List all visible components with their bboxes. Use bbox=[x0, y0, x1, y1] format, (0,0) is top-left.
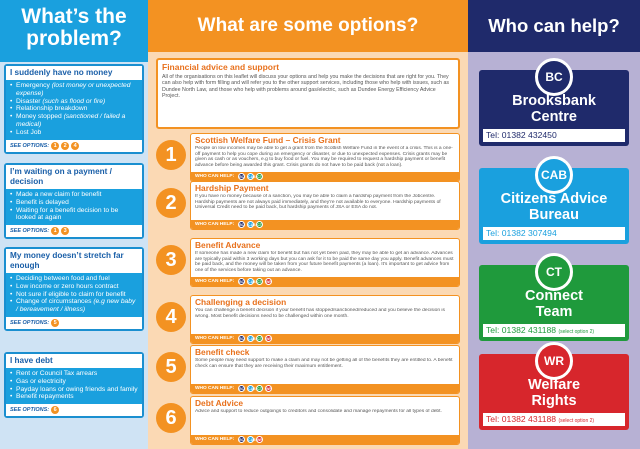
helper-chip-bc[interactable]: BC bbox=[239, 280, 245, 284]
who-can-help-bar bbox=[191, 435, 459, 444]
org-phone[interactable] bbox=[483, 413, 625, 426]
helper-chip-wr[interactable]: WR bbox=[266, 387, 272, 391]
problem-item-note: (such as flood or fire) bbox=[42, 97, 106, 105]
problem-item: • Low income or zero hours contract bbox=[9, 283, 139, 291]
org-name-line: Team bbox=[535, 303, 573, 320]
intro-title: Financial advice and support bbox=[162, 62, 280, 72]
see-options-label: SEE OPTIONS: bbox=[10, 228, 50, 235]
problem-heading-line-1: What’s the bbox=[21, 5, 127, 28]
helper-chip-ct[interactable]: CT bbox=[257, 223, 262, 227]
option-body: Some people may need support to make a claim and may not be getting all of the benefits they are entitled to. A benefit check can ensure that they are receiving their maximum entitlement. bbox=[195, 358, 453, 369]
problem-title: I suddenly have no money bbox=[6, 66, 142, 80]
helper-chip-bc[interactable]: BC bbox=[239, 337, 245, 341]
problem-item: • Deciding between food and fuel bbox=[9, 275, 139, 283]
org-phone-note: (select option 2) bbox=[558, 418, 595, 424]
see-options bbox=[6, 317, 142, 329]
intro-body: All of the organisations on this leaflet will discuss your options and help you make the decisions that are right for you. They can also help with form filling and will refer you to the other support services, including those who help with issues, such as Dundee North Law, and those who help with problems around gas/electric, such as Dundee Energy Efficiency Advice Project. bbox=[162, 74, 450, 99]
option-number-badge[interactable]: 2 bbox=[61, 142, 69, 150]
problem-item: • Money stopped (sanctioned / failed a medical) bbox=[9, 113, 139, 129]
problem-item: • Waiting for a benefit decision to be looked at again bbox=[9, 207, 139, 223]
problem-item: • Gas or electricity bbox=[9, 378, 139, 386]
option-card bbox=[190, 133, 460, 182]
intro-box bbox=[156, 58, 460, 129]
option-card bbox=[190, 396, 460, 445]
org-name bbox=[479, 378, 629, 409]
option-title: Benefit Advance bbox=[195, 240, 261, 250]
option-body: Advice and support to reduce outgoings to creditors and consolidate and manage repayments for all types of debt. bbox=[195, 409, 442, 414]
option-number-badge[interactable]: 1 bbox=[51, 227, 59, 235]
who-can-help-label: WHO CAN HELP: bbox=[195, 386, 235, 391]
option-row bbox=[156, 345, 460, 394]
org-box-cab bbox=[479, 168, 629, 244]
option-number: 1 bbox=[156, 140, 186, 170]
problem-item: • Change of circumstances (e.g new baby / bereavement / illness) bbox=[9, 298, 139, 314]
helper-chip-wr[interactable]: WR bbox=[266, 337, 272, 341]
org-name-line: Centre bbox=[531, 108, 577, 125]
option-number: 2 bbox=[156, 188, 186, 218]
org-phone[interactable] bbox=[483, 227, 625, 240]
who-can-help-bar bbox=[191, 172, 459, 181]
helper-chip-cab[interactable]: CAB bbox=[248, 223, 256, 227]
who-can-help-label: WHO CAN HELP: bbox=[195, 222, 235, 227]
who-can-help-bar bbox=[191, 220, 459, 229]
helper-chip-ct[interactable]: CT bbox=[257, 175, 262, 179]
org-box-wr bbox=[479, 354, 629, 430]
option-row bbox=[156, 396, 460, 445]
see-options-label: SEE OPTIONS: bbox=[10, 142, 50, 149]
option-row bbox=[156, 181, 460, 230]
helper-chip-ct[interactable]: CT bbox=[257, 337, 262, 341]
org-name bbox=[479, 289, 629, 320]
helper-chip-bc[interactable]: BC bbox=[239, 223, 245, 227]
org-phone[interactable] bbox=[483, 324, 625, 337]
org-phone-number: Tel: 01382 431188 bbox=[486, 325, 557, 335]
problem-item: • Benefit repayments bbox=[9, 393, 139, 401]
helper-chip-bc[interactable]: BC bbox=[239, 175, 245, 179]
option-number-badge[interactable]: 1 bbox=[51, 142, 59, 150]
option-number-badge[interactable]: 5 bbox=[51, 319, 59, 327]
option-body: If someone has made a new claim for benefit but has not yet been paid, they may be able to get an advance. Advances are typically paid within 3 working days but you can ask for it to be paid the same day you apply. Benefit advances must be paid back, and the money will be taken from your future benefit payments (a loan). It’s important to get advice from one of the services before taking out an advance. bbox=[195, 251, 454, 274]
org-badge-code: CT bbox=[538, 256, 570, 288]
problem-item: • Relationship breakdown bbox=[9, 105, 139, 113]
org-badge bbox=[535, 253, 573, 291]
who-can-help-bar bbox=[191, 334, 459, 343]
problem-box bbox=[4, 163, 144, 239]
option-title: Challenging a decision bbox=[195, 297, 287, 307]
helpers-column bbox=[468, 0, 640, 449]
option-card bbox=[190, 181, 460, 230]
org-badge bbox=[535, 342, 573, 380]
org-name-line: Bureau bbox=[529, 206, 579, 223]
option-number-badge[interactable]: 6 bbox=[51, 406, 59, 414]
problem-heading-line-2: problem? bbox=[26, 27, 122, 50]
see-options bbox=[6, 404, 142, 416]
option-number: 3 bbox=[156, 245, 186, 275]
helper-chip-ct[interactable]: CT bbox=[257, 280, 262, 284]
helper-chip-cab[interactable]: CAB bbox=[248, 337, 256, 341]
problem-item-note: (lost money or unexpected expense) bbox=[16, 82, 131, 97]
see-options-label: SEE OPTIONS: bbox=[10, 319, 50, 326]
who-can-help-label: WHO CAN HELP: bbox=[195, 437, 235, 442]
option-body: People on low incomes may be able to get a grant from the Scottish Welfare Fund in the event of a crisis. This is a one-off payment to help you cope during an emergency or disaster, or due to unexpected expenses. Crisis grants may be given as cash or as vouchers, e.g to buy food or fuel. You may be required to request a hardship payment or benefit advance before being awarded this grant. Crisis grants do not have to be paid back (not a loan). bbox=[195, 146, 453, 169]
see-options bbox=[6, 140, 142, 152]
org-phone-number: Tel: 01382 432450 bbox=[486, 130, 557, 140]
option-title: Debt Advice bbox=[195, 398, 244, 408]
org-badge-code: WR bbox=[538, 345, 570, 377]
problem-column bbox=[0, 0, 148, 449]
problem-item: • Payday loans or owing friends and family bbox=[9, 386, 139, 394]
helper-chip-cab[interactable]: CAB bbox=[248, 387, 256, 391]
option-number: 4 bbox=[156, 302, 186, 332]
org-badge-code: CAB bbox=[538, 159, 570, 191]
org-name-line: Connect bbox=[525, 288, 583, 304]
option-number: 5 bbox=[156, 352, 186, 382]
problem-item-note: (sanctioned / failed a medical) bbox=[16, 113, 126, 128]
see-options bbox=[6, 225, 142, 237]
problem-item: • Benefit is delayed bbox=[9, 199, 139, 207]
helper-chip-wr[interactable]: WR bbox=[257, 438, 263, 442]
problem-box bbox=[4, 64, 144, 154]
option-row bbox=[156, 295, 460, 344]
option-card bbox=[190, 238, 460, 287]
problem-list bbox=[6, 368, 142, 404]
who-can-help-label: WHO CAN HELP: bbox=[195, 174, 235, 179]
problem-title: I’m waiting on a payment / decision bbox=[6, 165, 142, 189]
helper-chip-bc[interactable]: BC bbox=[239, 387, 245, 391]
helper-chip-cab[interactable]: CAB bbox=[248, 438, 256, 442]
org-badge-code: BC bbox=[538, 61, 570, 93]
problem-heading bbox=[0, 0, 148, 62]
helper-chip-ct[interactable]: CT bbox=[257, 387, 262, 391]
option-card bbox=[190, 295, 460, 344]
helper-chip-bc[interactable]: BC bbox=[239, 438, 245, 442]
option-title: Benefit check bbox=[195, 347, 250, 357]
helper-chip-cab[interactable]: CAB bbox=[248, 175, 256, 179]
option-title: Hardship Payment bbox=[195, 183, 269, 193]
org-box-bc bbox=[479, 70, 629, 146]
option-number: 6 bbox=[156, 403, 186, 433]
problem-item-note: (e.g new baby / bereavement / illness) bbox=[16, 298, 136, 314]
problem-item: • Lost Job bbox=[9, 129, 139, 137]
options-heading: What are some options? bbox=[148, 0, 468, 52]
problem-title: My money doesn’t stretch far enough bbox=[6, 249, 142, 273]
org-phone-note: (select option 2) bbox=[558, 329, 595, 335]
org-phone-number: Tel: 01382 431188 bbox=[486, 414, 557, 424]
problem-item: • Emergency (lost money or unexpected expense) bbox=[9, 82, 139, 98]
org-phone-number: Tel: 01382 307494 bbox=[486, 228, 557, 238]
option-number-badge[interactable]: 4 bbox=[71, 142, 79, 150]
problem-list bbox=[6, 80, 142, 140]
org-name-line: Brooksbank bbox=[512, 93, 596, 109]
options-column bbox=[148, 0, 468, 449]
option-body: If you have no money because of a sanction, you may be able to claim a hardship payment from the Jobcentre. Hardship payments are not always paid immediately, and they’re not available to everyone. Hardship payments of Universal Credit need to be paid back, but hardship payments of JSA or ESA do not. bbox=[195, 194, 441, 211]
problem-item: • Disaster (such as flood or fire) bbox=[9, 98, 139, 106]
who-can-help-label: WHO CAN HELP: bbox=[195, 336, 235, 341]
who-can-help-bar bbox=[191, 277, 459, 286]
who-can-help-label: WHO CAN HELP: bbox=[195, 279, 235, 284]
org-name bbox=[479, 192, 629, 223]
org-name bbox=[479, 94, 629, 125]
option-title: Scottish Welfare Fund – Crisis Grant bbox=[195, 135, 341, 145]
helper-chip-cab[interactable]: CAB bbox=[248, 280, 256, 284]
problem-item: • Rent or Council Tax arrears bbox=[9, 370, 139, 378]
see-options-label: SEE OPTIONS: bbox=[10, 407, 50, 414]
org-badge bbox=[535, 156, 573, 194]
option-card bbox=[190, 345, 460, 394]
org-phone[interactable] bbox=[483, 129, 625, 142]
who-can-help-bar bbox=[191, 384, 459, 393]
org-badge bbox=[535, 58, 573, 96]
problem-item: • Made a new claim for benefit bbox=[9, 191, 139, 199]
helper-chip-wr[interactable]: WR bbox=[266, 280, 272, 284]
org-name-line: Citizens Advice bbox=[500, 191, 608, 207]
org-name-line: Rights bbox=[531, 392, 577, 409]
org-box-ct bbox=[479, 265, 629, 341]
problem-list bbox=[6, 273, 142, 317]
option-row bbox=[156, 238, 460, 287]
org-name-line: Welfare bbox=[527, 377, 581, 393]
problem-list bbox=[6, 189, 142, 225]
problem-box bbox=[4, 352, 144, 418]
option-body: You can challenge a benefit decision if your benefit has stopped/sanctioned/reduced and you believe the decision is wrong. Most benefit decisions need to be challenged within one month. bbox=[195, 308, 445, 319]
helpers-heading: Who can help? bbox=[468, 0, 640, 52]
option-number-badge[interactable]: 3 bbox=[61, 227, 69, 235]
problem-title: I have debt bbox=[6, 354, 142, 368]
option-row bbox=[156, 133, 460, 182]
problem-item: • Not sure if eligible to claim for benefit bbox=[9, 291, 139, 299]
problem-box bbox=[4, 247, 144, 331]
